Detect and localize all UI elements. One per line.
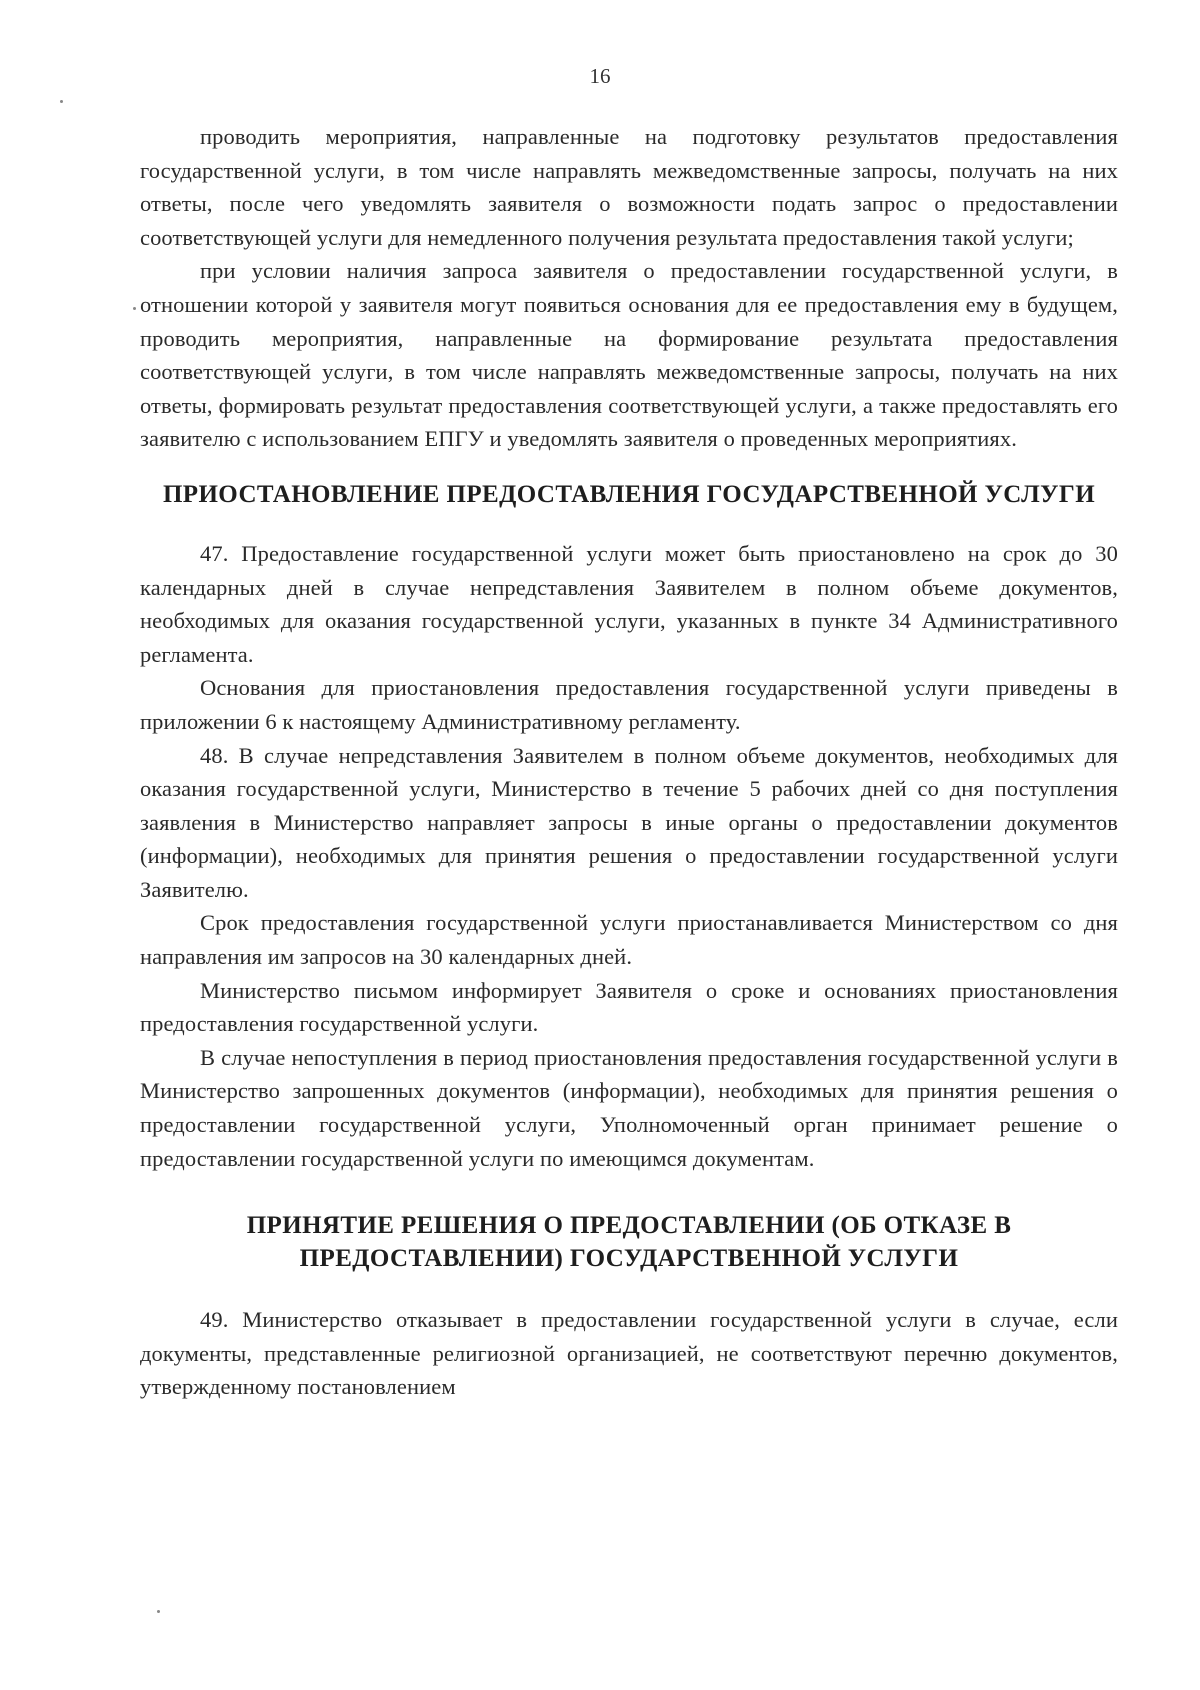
scan-speck — [133, 307, 136, 310]
scan-speck — [157, 1610, 160, 1613]
paragraph-suspension-term: Срок предоставления государственной услуги приостанавливается Министерством со дня направления им запросов на 30 календарных дней. — [140, 910, 1118, 970]
paragraph-ministry-letter: Министерство письмом информирует Заявителя о сроке и основаниях приостановления предоставления государственной услуги. — [140, 977, 1118, 1037]
page-number: 16 — [589, 64, 611, 88]
document-body — [140, 120, 1118, 1404]
paragraph-48: 48. В случае непредставления Заявителем в полном объеме документов, необходимых для оказания государственной услуги, Министерство в течение 5 рабочих дней со дня поступления заявления в Министерство направляет запросы в иные органы о предоставлении документов (информации), необходимых для принятия решения о предоставлении государственной услуги Заявителю. — [140, 742, 1118, 902]
scan-speck — [60, 100, 63, 103]
paragraph-47: 47. Предоставление государственной услуги может быть приостановлено на срок до 30 календарных дней в случае непредставления Заявителем в полном объеме документов, необходимых для оказания государственной услуги, указанных в пункте 34 Административного регламента. — [140, 540, 1118, 667]
paragraph-suspension-grounds: Основания для приостановления предоставления государственной услуги приведены в приложении 6 к настоящему Административному регламенту. — [140, 675, 1118, 734]
paragraph-49: 49. Министерство отказывает в предоставлении государственной услуги в случае, если документы, представленные религиозной организацией, не соответствуют перечню документов, утвержденному постановлением — [140, 1307, 1118, 1400]
section-heading-decision: ПРИНЯТИЕ РЕШЕНИЯ О ПРЕДОСТАВЛЕНИИ (ОБ ОТКАЗЕ В ПРЕДОСТАВЛЕНИИ) ГОСУДАРСТВЕННОЙ УСЛУГИ — [246, 1212, 1012, 1273]
section-heading-suspension: ПРИОСТАНОВЛЕНИЕ ПРЕДОСТАВЛЕНИЯ ГОСУДАРСТВЕННОЙ УСЛУГИ — [162, 480, 1096, 508]
paragraph-preliminary-actions: проводить мероприятия, направленные на подготовку результатов предоставления государственной услуги, в том числе направлять межведомственные запросы, получать на них ответы, после чего уведомлять заявителя о возможности подать запрос о предоставлении соответствующей услуги для немедленного получения результата предоставления такой услуги; — [140, 124, 1118, 250]
paragraph-non-receipt: В случае непоступления в период приостановления предоставления государственной услуги в Министерство запрошенных документов (информации), необходимых для принятия решения о предоставлении государственной услуги, Уполномоченный орган принимает решение о предоставлении государственной услуги по имеющимся документам. — [140, 1044, 1118, 1171]
paragraph-future-service: при условии наличия запроса заявителя о предоставлении государственной услуги, в отношении которой у заявителя могут появиться основания для ее предоставления ему в будущем, проводить мероприятия, направленные на формирование результата предоставления соответствующей услуги, в том числе направлять межведомственные запросы, получать на них ответы, формировать результат предоставления соответствующей услуги, а также предоставлять его заявителю с использованием ЕПГУ и уведомлять заявителя о проведенных мероприятиях. — [140, 258, 1118, 452]
